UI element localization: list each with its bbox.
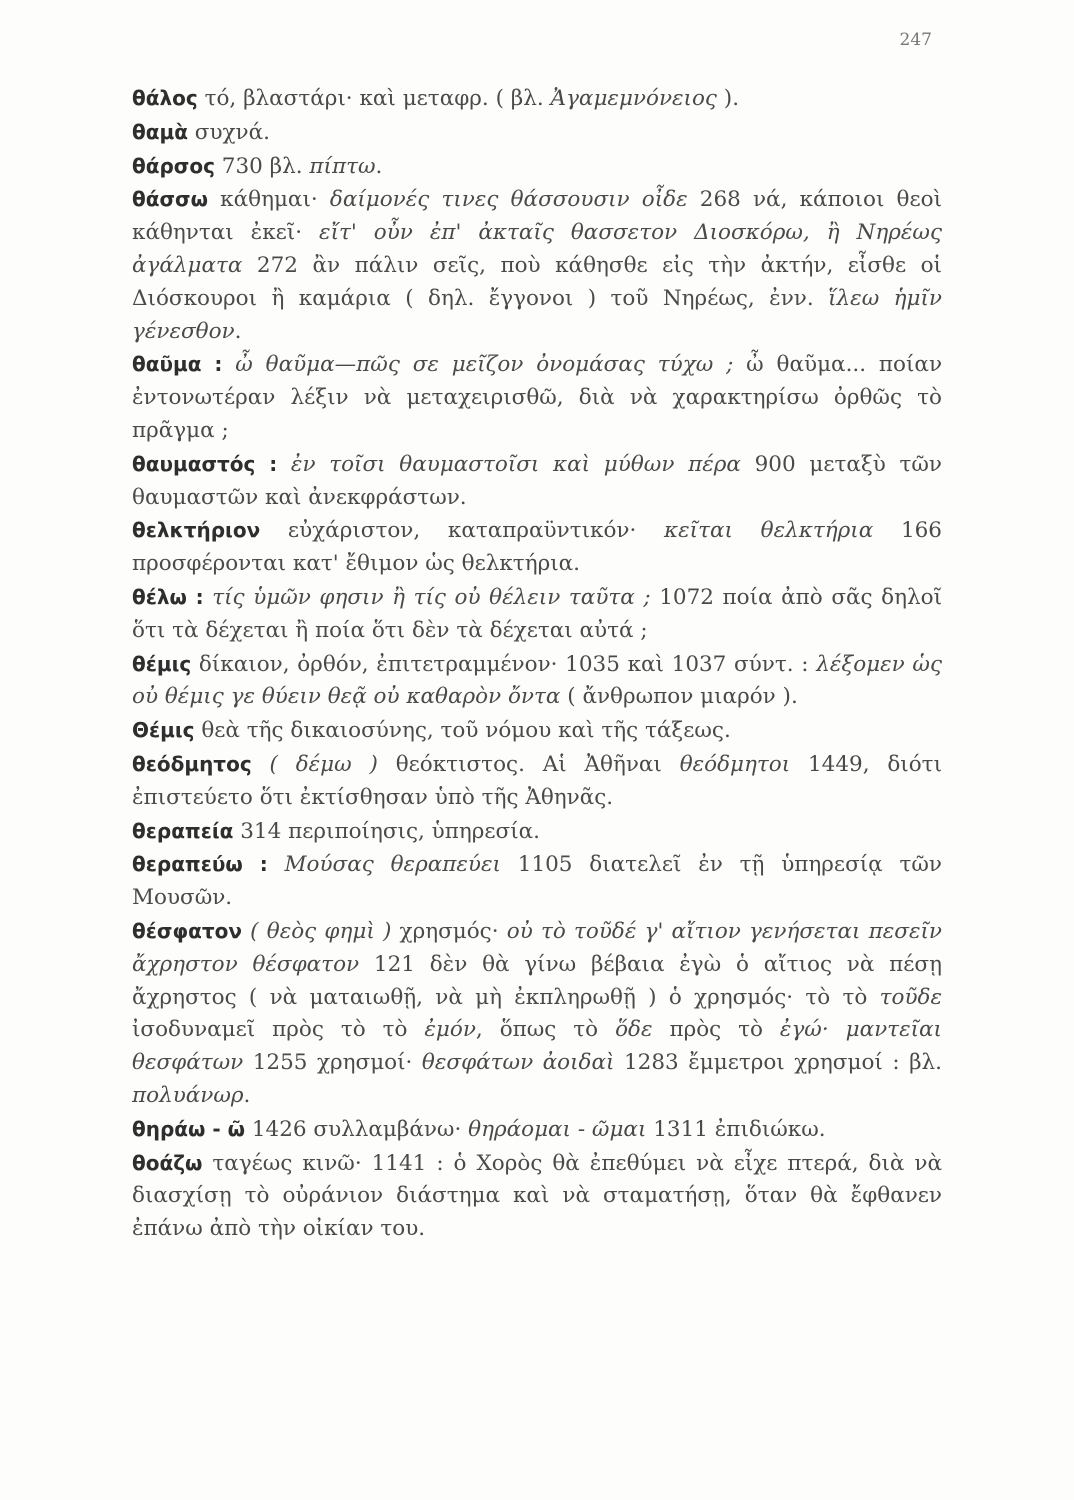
entry-quote: ( θεὸς φημὶ ): [250, 918, 392, 944]
entry-text: 730 βλ.: [214, 153, 310, 179]
entry-headword: θηράω - ῶ: [132, 1116, 246, 1141]
entry-text: [222, 352, 235, 377]
entry-text: , ὅπως τὸ: [475, 1017, 616, 1043]
entry-headword: θοάζω: [132, 1150, 203, 1175]
entry-text: τό, βλαστάρι· καὶ μεταφρ. ( βλ.: [197, 86, 551, 111]
entry-text: θεόκτιστος. Αἱ Ἀθῆναι: [377, 751, 680, 777]
entry-headword: θεραπεύω :: [132, 852, 268, 877]
entry-text: ).: [716, 86, 740, 111]
entry-quote: ( δέμω ): [269, 751, 378, 777]
entry-headword: θαῦμα :: [132, 352, 223, 377]
entry-text: κάθημαι·: [208, 187, 330, 213]
entry-text: ἰσοδυναμεῖ πρὸς τὸ τὸ: [132, 1017, 425, 1043]
entry-text: 1072 ποία ἀπὸ σᾶς δηλοῖ ὅτι τὰ δέχεται ἢ ποία ὅτι δὲν τὰ δέχεται αὐτά ;: [132, 584, 942, 643]
entry-text: δίκαιον, ὀρθόν, ἐπιτετραμμένον· 1035 καὶ 1037 σύντ. :: [191, 651, 817, 677]
dictionary-entry: [90, 848, 942, 915]
entry-quote: οὐ τὸ τοῦδέ γ' αἴτιον γενήσεται πεσεῖν ἄχρηστον θέσφατον: [132, 918, 943, 977]
entry-text: 121 δὲν θὰ γίνω βέβαια ἐγὼ ὁ αἴτιος νὰ πέσῃ ἄχρηστος ( νὰ ματαιωθῇ, νὰ μὴ ἐκπληρωθῇ ) ὁ χρησμός· τὸ τὸ: [132, 951, 942, 1010]
entry-text: [268, 852, 285, 877]
entry-text: 1283 ἔμμετροι χρησμοί : βλ.: [614, 1050, 942, 1076]
entry-quote: ἐν τοῖσι θαυμαστοῖσι καὶ μύθων πέρα: [290, 451, 741, 477]
entry-text: [252, 752, 270, 777]
entry-quote: ἐμόν: [424, 1017, 476, 1043]
entry-text: ταγέως κινῶ· 1141 : ὁ Χορὸς θὰ ἐπεθύμει νὰ εἶχε πτερά, διὰ νὰ διασχίσῃ τὸ οὐράνιον διάστημα καὶ νὰ σταματήσῃ, ὅταν θὰ ἔφθανεν ἐπάνω ἀπὸ τὴν οἰκίαν του.: [132, 1150, 942, 1242]
dictionary-entry: [90, 348, 942, 447]
entry-text: 1426 συλλαμβάνω·: [245, 1116, 469, 1142]
entry-headword: θέσφατον: [132, 918, 242, 943]
entry-quote: εἴτ' οὖν ἐπ' ἀκταῖς θασσετον Διοσκόρω, ἢ Νηρέως ἀγάλματα: [132, 220, 942, 278]
dictionary-entry: [90, 581, 942, 648]
entry-quote: θεόδμητοι: [679, 751, 791, 777]
entry-headword: θάρσος: [132, 153, 215, 178]
entry-headword: θεόδμητος: [132, 751, 252, 776]
dictionary-entry: [90, 116, 942, 150]
entry-text: ( ἄνθρωπον μιαρόν ).: [560, 684, 798, 710]
entry-text: 1449, διότι ἐπιστεύετο ὅτι ἐκτίσθησαν ὑπὸ τῆς Ἀθηνᾶς.: [132, 751, 943, 810]
entry-quote: Ἀγαμεμνόνειος: [550, 86, 717, 111]
dictionary-entry: [90, 82, 942, 116]
dictionary-entry: [90, 748, 942, 815]
entry-headword: θεραπεία: [132, 818, 234, 843]
glossary-entries: [90, 82, 942, 1246]
entry-text: πρὸς τὸ: [652, 1017, 780, 1043]
entry-text: [277, 452, 291, 477]
entry-headword: θέμις: [132, 651, 192, 676]
entry-quote: Μούσας θεραπεύει: [284, 852, 501, 878]
entry-headword: θελκτήριον: [132, 518, 261, 543]
entry-text: .: [234, 318, 242, 344]
dictionary-entry: [90, 1147, 942, 1246]
entry-text: 1105 διατελεῖ ἐν τῇ ὑπηρεσίᾳ τῶν Μουσῶν.: [132, 852, 942, 911]
entry-quote: κεῖται θελκτήρια: [664, 518, 874, 544]
entry-text: [242, 919, 250, 944]
entry-quote: τοῦδε: [879, 984, 942, 1010]
entry-quote: τίς ὑμῶν φησιν ἢ τίς οὐ θέλειν ταῦτα ;: [212, 584, 651, 610]
dictionary-entry: [90, 150, 942, 184]
entry-text: .: [243, 1082, 251, 1108]
entry-headword: θάλος: [132, 86, 198, 110]
entry-text: θεὰ τῆς δικαιοσύνης, τοῦ νόμου καὶ τῆς τάξεως.: [194, 718, 731, 744]
entry-text: ὦ θαῦμα... ποίαν ἐντονωτέραν λέξιν νὰ μεταχειρισθῶ, διὰ νὰ χαρακτηρίσω ὀρθῶς τὸ πρᾶγμα ;: [132, 352, 943, 443]
entry-quote: θεσφάτων ἀοιδαὶ: [421, 1050, 615, 1076]
entry-quote: ὦ θαῦμα—πῶς σε μεῖζον ὀνομάσας τύχω ;: [235, 352, 734, 378]
dictionary-entry: [90, 648, 942, 715]
entry-text: 900 μεταξὺ τῶν θαυμαστῶν καὶ ἀνεκφράστων.: [132, 451, 942, 510]
entry-text: εὐχάριστον, καταπραϋντικόν·: [260, 518, 665, 544]
dictionary-entry: [90, 183, 942, 348]
entry-text: χρησμός·: [391, 918, 507, 944]
entry-quote: δαίμονές τινες θάσσουσιν οἶδε: [329, 187, 688, 213]
dictionary-entry: [90, 915, 942, 1113]
entry-text: συχνά.: [187, 119, 270, 145]
entry-text: [204, 585, 213, 610]
entry-headword: θέλω :: [132, 584, 204, 609]
entry-headword: θαυμαστός :: [132, 451, 278, 476]
entry-quote: λέξομεν ὡς οὐ θέμις γε θύειν θεᾷ οὐ καθαρὸν ὄντα: [132, 651, 942, 710]
dictionary-entry: [90, 514, 942, 581]
entry-text: 166 προσφέρονται κατ' ἔθιμον ὡς θελκτήρια.: [132, 518, 942, 577]
entry-text: 268 νά, κάποιοι θεοὶ κάθηνται ἐκεῖ·: [132, 187, 943, 246]
entry-headword: θαμὰ: [132, 119, 188, 144]
entry-quote: πολυάνωρ: [132, 1082, 244, 1108]
page-number: 247: [899, 30, 932, 50]
entry-quote: ἵλεω ἡμῖν γένεσθον: [132, 285, 942, 344]
dictionary-entry: [90, 714, 942, 748]
entry-text: 1311 ἐπιδιώκω.: [646, 1116, 826, 1142]
entry-text: 314 περιποίησις, ὑπηρεσία.: [233, 818, 540, 844]
entry-quote: θηράομαι - ῶμαι: [468, 1116, 647, 1142]
dictionary-entry: [90, 1113, 942, 1147]
entry-quote: ἐγώ· μαντεῖαι θεσφάτων: [132, 1017, 942, 1076]
entry-headword: θάσσω: [132, 187, 209, 212]
dictionary-entry: [90, 448, 942, 515]
entry-text: 1255 χρησμοί·: [243, 1050, 422, 1076]
dictionary-entry: [90, 815, 942, 849]
entry-quote: πίπτω: [309, 153, 376, 179]
entry-quote: ὅδε: [615, 1017, 653, 1043]
entry-text: 272 ἂν πάλιν σεῖς, ποὺ κάθησθε εἰς τὴν ἀκτήν, εἶσθε οἱ Διόσκουροι ἢ καμάρια ( δηλ. ἔγγονοι ) τοῦ Νηρέως, ἐνν.: [132, 252, 942, 311]
entry-text: .: [375, 153, 383, 179]
entry-headword: Θέμις: [132, 718, 195, 743]
